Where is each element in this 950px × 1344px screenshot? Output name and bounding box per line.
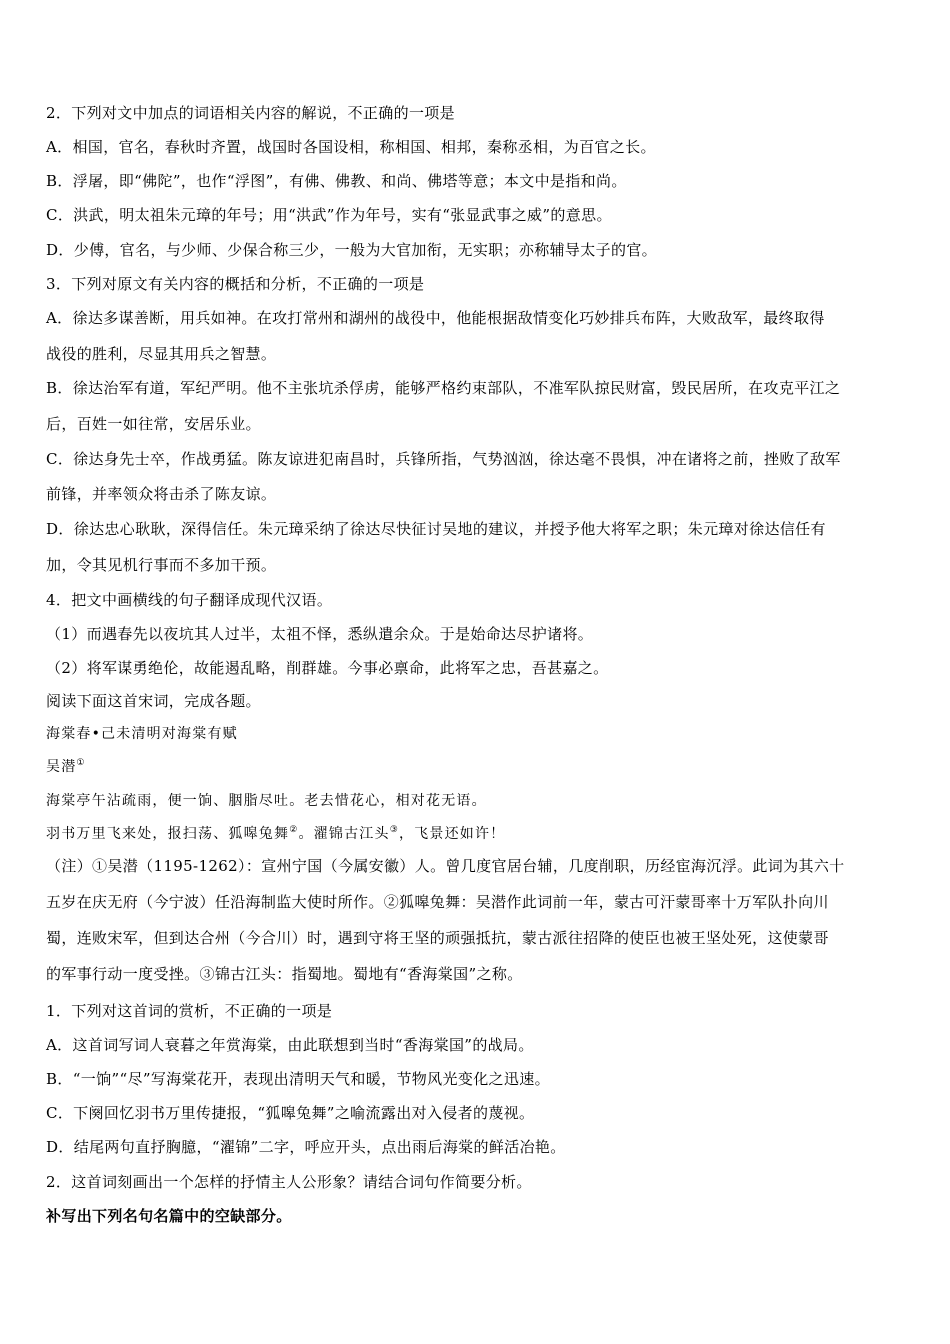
q3-title: 3．下列对原文有关内容的概括和分析，不正确的一项是 xyxy=(46,275,425,293)
q2-option-a: A．相国，官名，春秋时齐置，战国时各国设相，称相国、相邦，秦称丞相，为百官之长。 xyxy=(46,138,656,156)
poem-notes-line-1: （注）①吴潜（1195-1262）：宣州宁国（今属安徽）人。曾几度官居台辅，几度削职，历经宦海沉浮。此词为其六十 xyxy=(46,857,845,875)
poem-note-marker-3: ③ xyxy=(389,825,399,835)
poem-q1-option-d: D．结尾两句直抒胸臆，“濯锦”二字，呼应开头，点出雨后海棠的鲜活冶艳。 xyxy=(46,1138,566,1156)
poem-q1-option-a: A．这首词写词人衰暮之年赏海棠，由此联想到当时“香海棠国”的战局。 xyxy=(46,1036,534,1054)
q2-option-c: C．洪武，明太祖朱元璋的年号；用“洪武”作为年号，实有“张显武事之威”的意思。 xyxy=(46,206,612,224)
poem-line-2-part-c: ，飞景还如许！ xyxy=(398,826,506,842)
poem-line-2-part-b: 。濯锦古江头 xyxy=(298,826,390,842)
q3-option-a-line1: A．徐达多谋善断，用兵如神。在攻打常州和湖州的战役中，他能根据敌情变化巧妙排兵布阵，大败敌军，最终取得 xyxy=(46,309,825,327)
poem-title: 海棠春•己未清明对海棠有赋 xyxy=(46,726,238,742)
section-heading: 补写出下列名句名篇中的空缺部分。 xyxy=(46,1207,292,1225)
q4-sentence-1: （1）而遇春先以夜坑其人过半，太祖不怿，悉纵遣余众。于是始命达尽护诸将。 xyxy=(46,625,594,643)
q3-option-d-line2: 加，令其见机行事而不多加干预。 xyxy=(46,556,277,574)
q2-option-d: D．少傅，官名，与少师、少保合称三少，一般为大官加衔，无实职；亦称辅导太子的官。 xyxy=(46,241,658,259)
q3-option-d-line1: D．徐达忠心耿耿，深得信任。朱元璋采纳了徐达尽快征讨吴地的建议，并授予他大将军之职；朱元璋对徐达信任有 xyxy=(46,520,826,538)
poem-q2-title: 2．这首词刻画出一个怎样的抒情主人公形象？请结合词句作简要分析。 xyxy=(46,1173,532,1191)
q3-option-c-line2: 前锋，并率领众将击杀了陈友谅。 xyxy=(46,485,277,503)
poem-note-marker-2: ② xyxy=(289,825,299,835)
poem-author xyxy=(46,757,912,777)
q2-title: 2．下列对文中加点的词语相关内容的解说，不正确的一项是 xyxy=(46,104,455,122)
poem-line-2 xyxy=(46,824,912,844)
poem-line-2-part-a: 羽书万里飞来处，报扫荡、狐嗥兔舞 xyxy=(46,826,290,842)
poem-notes-line-3: 蜀，连败宋军，但到达合州（今合川）时，遇到守将王坚的顽强抵抗，蒙古派往招降的使臣也被王坚处死，这使蒙哥 xyxy=(46,929,829,947)
q3-option-a-line2: 战役的胜利，尽显其用兵之智慧。 xyxy=(46,345,277,363)
poem-intro: 阅读下面这首宋词，完成各题。 xyxy=(46,692,261,710)
poem-notes-line-4: 的军事行动一度受挫。③锦古江头：指蜀地。蜀地有“香海棠国”之称。 xyxy=(46,965,523,983)
q3-option-b-line1: B．徐达治军有道，军纪严明。他不主张坑杀俘虏，能够严格约束部队，不准军队掠民财富，毁民居所，在攻克平江之 xyxy=(46,379,841,397)
poem-author-name: 吴潜 xyxy=(46,759,77,775)
poem-q1-option-c: C．下阕回忆羽书万里传捷报，“狐嗥兔舞”之喻流露出对入侵者的蔑视。 xyxy=(46,1104,535,1122)
poem-line-1: 海棠亭午沾疏雨，便一饷、胭脂尽吐。老去惜花心，相对花无语。 xyxy=(46,793,487,809)
q4-sentence-2: （2）将军谋勇绝伦，故能遏乱略，削群雄。今事必禀命，此将军之忠，吾甚嘉之。 xyxy=(46,659,609,677)
q2-option-b: B．浮屠，即“佛陀”，也作“浮图”，有佛、佛教、和尚、佛塔等意；本文中是指和尚。 xyxy=(46,172,627,190)
q4-title: 4．把文中画横线的句子翻译成现代汉语。 xyxy=(46,591,333,609)
q3-option-c-line1: C．徐达身先士卒，作战勇猛。陈友谅进犯南昌时，兵锋所指，气势汹汹，徐达毫不畏惧，冲在诸将之前，挫败了敌军 xyxy=(46,450,841,468)
poem-q1-option-b: B．“一饷”“尽”写海棠花开，表现出清明天气和暖，节物风光变化之迅速。 xyxy=(46,1070,550,1088)
poem-author-note-marker: ① xyxy=(76,758,86,768)
poem-notes-line-2: 五岁在庆无府（今宁波）任沿海制监大使时所作。②狐嗥兔舞：吴潜作此词前一年，蒙古可汗蒙哥率十万军队扑向川 xyxy=(46,893,829,911)
q3-option-b-line2: 后，百姓一如往常，安居乐业。 xyxy=(46,415,261,433)
poem-q1-title: 1．下列对这首词的赏析，不正确的一项是 xyxy=(46,1002,333,1020)
